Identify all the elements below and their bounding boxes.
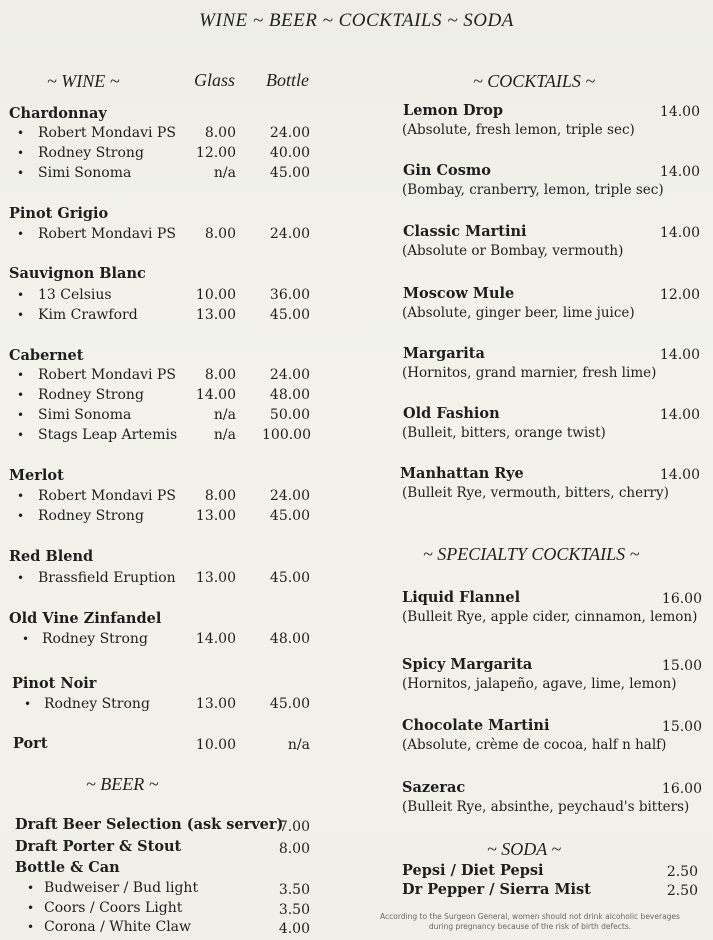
wine-group-name: Pinot Noir (12, 675, 97, 692)
soda-item-price: 2.50 (666, 883, 698, 899)
wine-glass-price: 8.00 (204, 488, 236, 504)
cocktail-name: Classic Martini (403, 223, 527, 240)
wine-glass-price: 14.00 (195, 631, 236, 647)
port-glass-price: 10.00 (195, 737, 236, 753)
wine-bottle-price: 45.00 (269, 307, 310, 323)
cocktail-name: Old Fashion (403, 405, 500, 422)
wine-bottle-price: 100.00 (262, 427, 311, 443)
wine-item-name: Rodney Strong (38, 145, 144, 161)
bullet-icon: • (27, 920, 35, 934)
wine-bottle-price: 45.00 (269, 696, 310, 712)
wine-glass-price: 13.00 (195, 696, 236, 712)
wine-bottle-price: 45.00 (269, 165, 310, 181)
wine-item-name: Rodney Strong (38, 508, 144, 524)
specialty-cocktail-price: 16.00 (661, 781, 702, 797)
wine-item-name: Rodney Strong (42, 631, 148, 647)
wine-group-name: Chardonnay (9, 105, 107, 122)
specialty-cocktail-description: (Bulleit Rye, absinthe, peychaud's bitters) (402, 799, 690, 815)
cocktail-name: Gin Cosmo (403, 162, 491, 179)
cocktail-description: (Bombay, cranberry, lemon, triple sec) (402, 182, 664, 198)
cocktail-description: (Absolute, ginger beer, lime juice) (402, 305, 635, 321)
soda-item-name: Pepsi / Diet Pepsi (402, 862, 544, 879)
wine-item-name: Simi Sonoma (38, 407, 132, 423)
wine-group-name: Red Blend (9, 548, 94, 565)
beer-item-name: Coors / Coors Light (44, 900, 183, 916)
wine-group-name: Old Vine Zinfandel (9, 610, 162, 627)
beer-item-name: Budweiser / Bud light (44, 880, 199, 896)
bullet-icon: • (17, 408, 25, 422)
beer-item-price: 3.50 (278, 902, 310, 918)
bullet-icon: • (17, 227, 25, 241)
bullet-icon: • (17, 428, 25, 442)
beer-item-price: 3.50 (278, 882, 310, 898)
draft-porter-stout: Draft Porter & Stout (15, 838, 182, 855)
wine-item-name: Simi Sonoma (38, 165, 132, 181)
wine-item-name: 13 Celsius (38, 287, 112, 303)
glass-column-header: Glass (194, 70, 236, 90)
bullet-icon: • (17, 146, 25, 160)
cocktail-price: 14.00 (659, 164, 700, 180)
bullet-icon: • (17, 489, 25, 503)
bullet-icon: • (27, 881, 35, 895)
wine-glass-price: n/a (213, 407, 236, 423)
soda-heading: ~ SODA ~ (487, 839, 562, 859)
wine-glass-price: n/a (213, 427, 236, 443)
wine-glass-price: 13.00 (195, 307, 236, 323)
wine-item-name: Robert Mondavi PS (38, 125, 176, 141)
wine-item-name: Robert Mondavi PS (38, 226, 176, 242)
cocktail-name: Margarita (403, 345, 485, 362)
soda-item-name: Dr Pepper / Sierra Mist (402, 881, 591, 898)
specialty-cocktail-price: 15.00 (661, 719, 702, 735)
bullet-icon: • (17, 509, 25, 523)
wine-glass-price: 12.00 (195, 145, 236, 161)
beer-item-name: Corona / White Claw (44, 919, 192, 935)
bottle-column-header: Bottle (266, 70, 309, 90)
bullet-icon: • (17, 288, 25, 302)
bullet-icon: • (27, 901, 35, 915)
warning-line-1: According to the Surgeon General, women should not drink alcoholic beverages (380, 912, 680, 921)
wine-item-name: Brassfield Eruption (38, 570, 176, 586)
beer-heading: ~ BEER ~ (86, 774, 159, 794)
cocktail-price: 14.00 (659, 104, 700, 120)
wine-bottle-price: 48.00 (269, 631, 310, 647)
wine-bottle-price: 45.00 (269, 508, 310, 524)
specialty-cocktail-name: Sazerac (402, 779, 466, 796)
bullet-icon: • (17, 308, 25, 322)
specialty-cocktail-name: Chocolate Martini (402, 717, 550, 734)
wine-bottle-price: 36.00 (269, 287, 310, 303)
cocktail-price: 14.00 (659, 347, 700, 363)
draft-beer-selection: Draft Beer Selection (ask server) (15, 816, 284, 833)
wine-glass-price: n/a (213, 165, 236, 181)
port-name: Port (13, 735, 48, 752)
cocktail-description: (Hornitos, grand marnier, fresh lime) (402, 365, 657, 381)
specialty-cocktail-description: (Bulleit Rye, apple cider, cinnamon, lemon) (402, 609, 698, 625)
wine-bottle-price: 24.00 (269, 488, 310, 504)
wine-item-name: Robert Mondavi PS (38, 367, 176, 383)
wine-group-name: Cabernet (9, 347, 84, 364)
wine-bottle-price: 24.00 (269, 125, 310, 141)
bullet-icon: • (24, 697, 32, 711)
cocktail-description: (Bulleit Rye, vermouth, bitters, cherry) (402, 485, 669, 501)
specialty-cocktail-price: 16.00 (661, 591, 702, 607)
wine-glass-price: 8.00 (204, 226, 236, 242)
wine-bottle-price: 50.00 (269, 407, 310, 423)
cocktail-price: 14.00 (659, 225, 700, 241)
wine-group-name: Sauvignon Blanc (9, 265, 146, 282)
surgeon-general-warning (345, 912, 713, 932)
wine-glass-price: 13.00 (195, 570, 236, 586)
wine-item-name: Robert Mondavi PS (38, 488, 176, 504)
bullet-icon: • (22, 632, 30, 646)
specialty-cocktail-price: 15.00 (661, 658, 702, 674)
wine-bottle-price: 24.00 (269, 367, 310, 383)
specialty-cocktail-name: Spicy Margarita (402, 656, 533, 673)
wine-bottle-price: 24.00 (269, 226, 310, 242)
cocktail-name: Lemon Drop (403, 102, 504, 119)
wine-glass-price: 14.00 (195, 387, 236, 403)
cocktail-description: (Absolute, fresh lemon, triple sec) (402, 122, 635, 138)
port-bottle-price: n/a (287, 737, 310, 753)
soda-item-price: 2.50 (666, 864, 698, 880)
cocktail-price: 12.00 (659, 287, 700, 303)
cocktail-price: 14.00 (659, 467, 700, 483)
wine-item-name: Rodney Strong (44, 696, 150, 712)
wine-bottle-price: 40.00 (269, 145, 310, 161)
draft-beer-price: 7.00 (278, 819, 310, 835)
bottle-can-label: Bottle & Can (15, 859, 120, 876)
wine-item-name: Rodney Strong (38, 387, 144, 403)
cocktail-name: Moscow Mule (403, 285, 515, 302)
wine-glass-price: 13.00 (195, 508, 236, 524)
wine-group-name: Merlot (9, 467, 64, 484)
wine-glass-price: 8.00 (204, 367, 236, 383)
wine-item-name: Stags Leap Artemis (38, 427, 178, 443)
wine-bottle-price: 48.00 (269, 387, 310, 403)
wine-glass-price: 8.00 (204, 125, 236, 141)
cocktail-description: (Bulleit, bitters, orange twist) (402, 425, 606, 441)
cocktail-price: 14.00 (659, 407, 700, 423)
warning-line-2: during pregnancy because of the risk of birth defects. (428, 922, 632, 931)
wine-item-name: Kim Crawford (38, 307, 138, 323)
bullet-icon: • (17, 571, 25, 585)
specialty-cocktail-description: (Absolute, crème de cocoa, half n half) (402, 737, 667, 753)
cocktail-description: (Absolute or Bombay, vermouth) (402, 243, 624, 259)
bullet-icon: • (17, 166, 25, 180)
beer-item-price: 4.00 (278, 921, 310, 937)
wine-heading: ~ WINE ~ (47, 71, 120, 91)
menu-title: WINE ~ BEER ~ COCKTAILS ~ SODA (199, 10, 514, 31)
cocktail-name: Manhattan Rye (400, 465, 524, 482)
draft-porter-price: 8.00 (278, 841, 310, 857)
wine-bottle-price: 45.00 (269, 570, 310, 586)
bullet-icon: • (17, 126, 25, 140)
cocktails-heading: ~ COCKTAILS ~ (473, 71, 596, 91)
bullet-icon: • (17, 388, 25, 402)
specialty-heading: ~ SPECIALTY COCKTAILS ~ (423, 544, 640, 564)
wine-glass-price: 10.00 (195, 287, 236, 303)
bullet-icon: • (17, 368, 25, 382)
specialty-cocktail-description: (Hornitos, jalapeño, agave, lime, lemon) (402, 676, 677, 692)
wine-group-name: Pinot Grigio (9, 205, 109, 222)
specialty-cocktail-name: Liquid Flannel (402, 589, 521, 606)
